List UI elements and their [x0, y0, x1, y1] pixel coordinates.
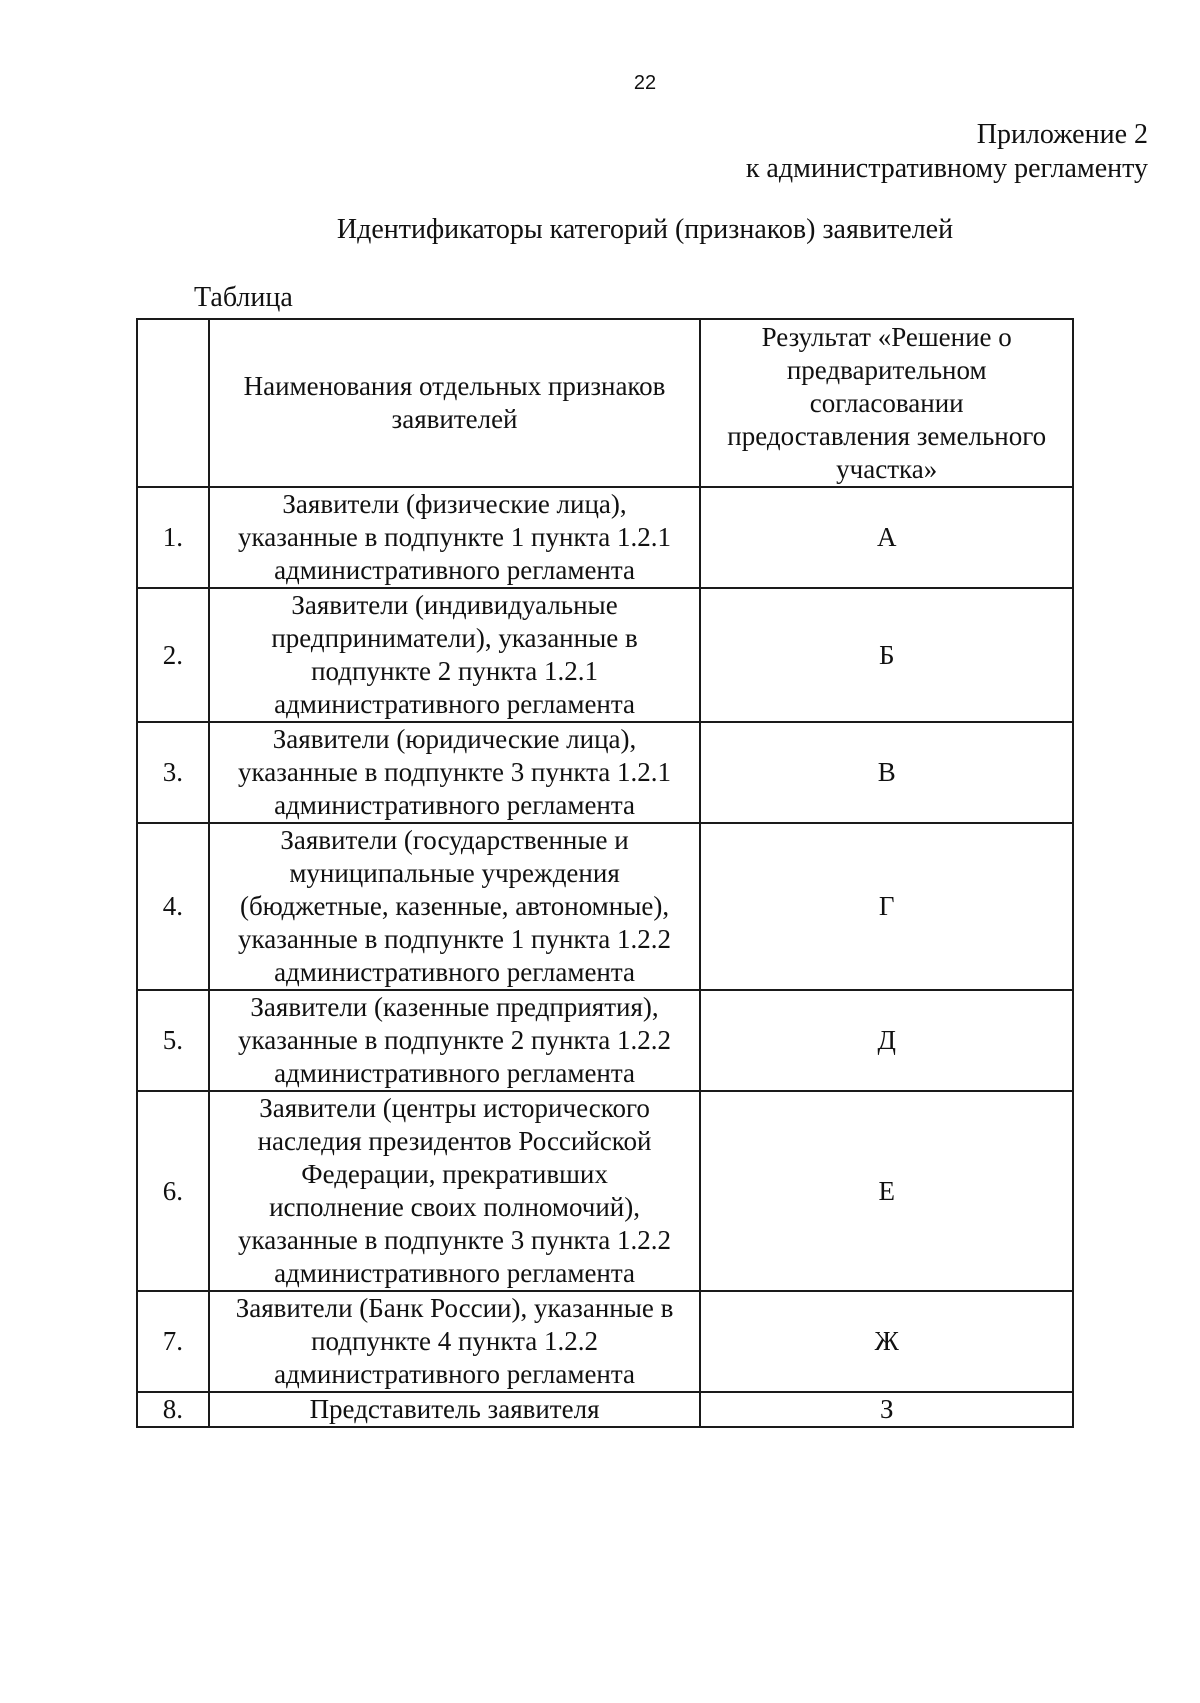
table-header-row	[137, 319, 1073, 487]
row-number: 6.	[137, 1091, 209, 1291]
table-caption: Таблица	[194, 282, 293, 313]
row-result: Б	[700, 588, 1073, 722]
row-result: Е	[700, 1091, 1073, 1291]
row-result: Ж	[700, 1291, 1073, 1392]
appendix-line-1: Приложение 2	[976, 119, 1148, 150]
header-result: Результат «Решение о предварительном согласовании предоставления земельного участка»	[700, 319, 1073, 487]
row-name: Заявители (юридические лица), указанные в подпункте 3 пункта 1.2.1 административного регламента	[209, 722, 701, 823]
row-number: 4.	[137, 823, 209, 990]
row-result: Г	[700, 823, 1073, 990]
row-name: Заявители (казенные предприятия), указанные в подпункте 2 пункта 1.2.2 административного регламента	[209, 990, 701, 1091]
row-number: 8.	[137, 1392, 209, 1427]
row-result: А	[700, 487, 1073, 588]
row-name: Представитель заявителя	[209, 1392, 701, 1427]
row-result: В	[700, 722, 1073, 823]
applicant-categories-table	[136, 318, 1074, 1428]
row-name: Заявители (государственные и муниципальные учреждения (бюджетные, казенные, автономные), указанные в подпункте 1 пункта 1.2.2 административного регламента	[209, 823, 701, 990]
table-row	[137, 1392, 1073, 1427]
row-number: 7.	[137, 1291, 209, 1392]
row-result: З	[700, 1392, 1073, 1427]
table-row	[137, 823, 1073, 990]
row-name: Заявители (индивидуальные предприниматели), указанные в подпункте 2 пункта 1.2.1 административного регламента	[209, 588, 701, 722]
header-number	[137, 319, 209, 487]
appendix-reference	[746, 118, 1148, 186]
row-name: Заявители (центры исторического наследия президентов Российской Федерации, прекративших исполнение своих полномочий), указанные в подпункте 3 пункта 1.2.2 административного регламента	[209, 1091, 701, 1291]
page-number: 22	[633, 72, 657, 94]
row-name: Заявители (физические лица), указанные в подпункте 1 пункта 1.2.1 административного регламента	[209, 487, 701, 588]
row-result: Д	[700, 990, 1073, 1091]
table-row	[137, 588, 1073, 722]
table-row	[137, 722, 1073, 823]
header-name: Наименования отдельных признаков заявителей	[209, 319, 701, 487]
document-title: Идентификаторы категорий (признаков) заявителей	[336, 214, 954, 245]
row-number: 3.	[137, 722, 209, 823]
row-number: 1.	[137, 487, 209, 588]
table-row	[137, 1291, 1073, 1392]
table-row	[137, 487, 1073, 588]
table-row	[137, 990, 1073, 1091]
row-number: 5.	[137, 990, 209, 1091]
appendix-line-2: к административному регламенту	[745, 153, 1148, 184]
row-name: Заявители (Банк России), указанные в подпункте 4 пункта 1.2.2 административного регламента	[209, 1291, 701, 1392]
table-row	[137, 1091, 1073, 1291]
row-number: 2.	[137, 588, 209, 722]
